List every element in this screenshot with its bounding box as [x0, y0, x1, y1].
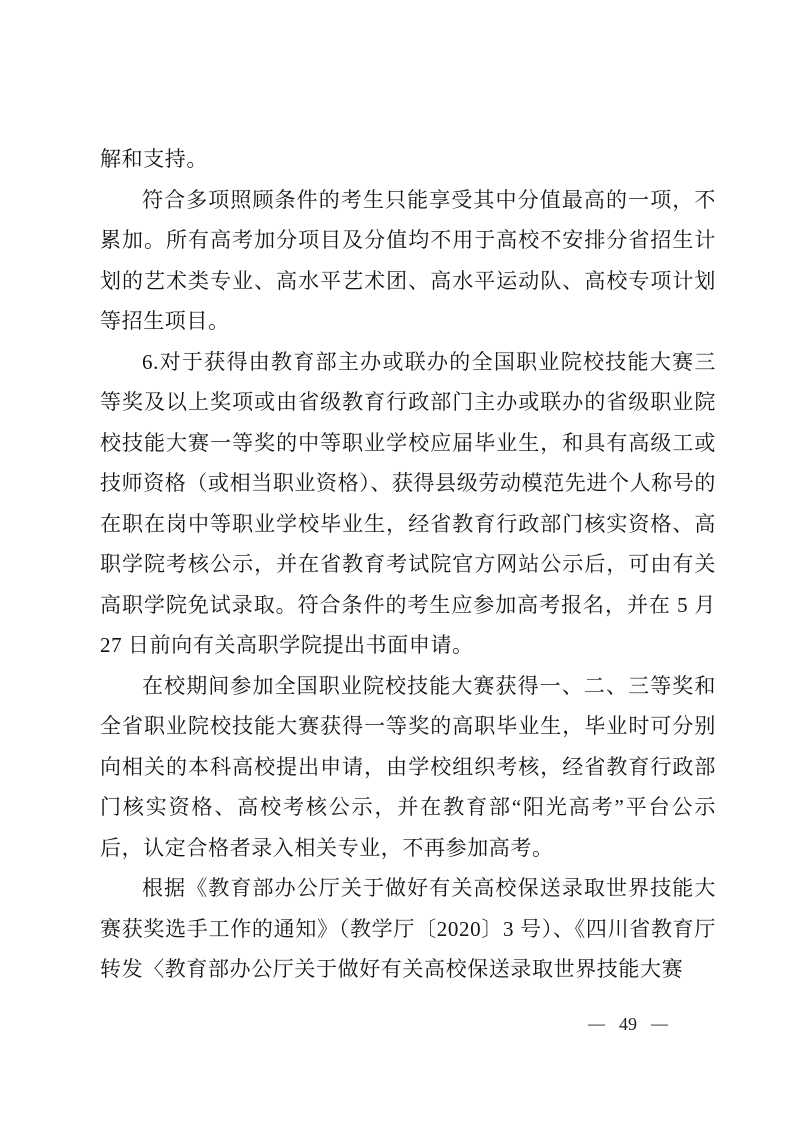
paragraph-bonus-points-rule: 符合多项照顾条件的考生只能享受其中分值最高的一项，不累加。所有高考加分项目及分值均不用于高校不安排分省招生计划的艺术类专业、高水平艺术团、高水平运动队、高校专项计划等招生项目。 — [100, 187, 716, 333]
page-footer — [0, 1008, 800, 1040]
page-number-left-dash: — — [588, 1014, 605, 1033]
paragraph-continuation: 解和支持。 — [100, 147, 208, 171]
document-body — [100, 139, 716, 990]
page-number-right-dash: — — [651, 1014, 668, 1033]
page-number: 49 — [619, 1013, 637, 1034]
paragraph-higher-vocational-graduates: 在校期间参加全国职业院校技能大赛获得一、二、三等奖和全省职业院校技能大赛获得一等奖的高职毕业生，毕业时可分别向相关的本科高校提出申请，由学校组织考核，经省教育行政部门核实资格、高校考核公示，并在教育部“阳光高考”平台公示后，认定合格者录入相关专业，不再参加高考。 — [100, 673, 716, 860]
paragraph-item-6-skills-competition: 6.对于获得由教育部主办或联办的全国职业院校技能大赛三等奖及以上奖项或由省级教育行政部门主办或联办的省级职业院校技能大赛一等奖的中等职业学校应届毕业生，和具有高级工或技师资格（或相当职业资格）、获得县级劳动模范先进个人称号的在职在岗中等职业学校毕业生，经省教育行政部门核实资格、高职学院考核公示，并在省教育考试院官方网站公示后，可由有关高职学院免试录取。符合条件的考生应参加高考报名，并在 5 月 27 日前向有关高职学院提出书面申请。 — [100, 349, 716, 657]
paragraph-world-skills-notice: 根据《教育部办公厅关于做好有关高校保送录取世界技能大赛获奖选手工作的通知》（教学厅〔2020〕3 号）、《四川省教育厅转发〈教育部办公厅关于做好有关高校保送录取世界技能大赛 — [100, 876, 716, 981]
